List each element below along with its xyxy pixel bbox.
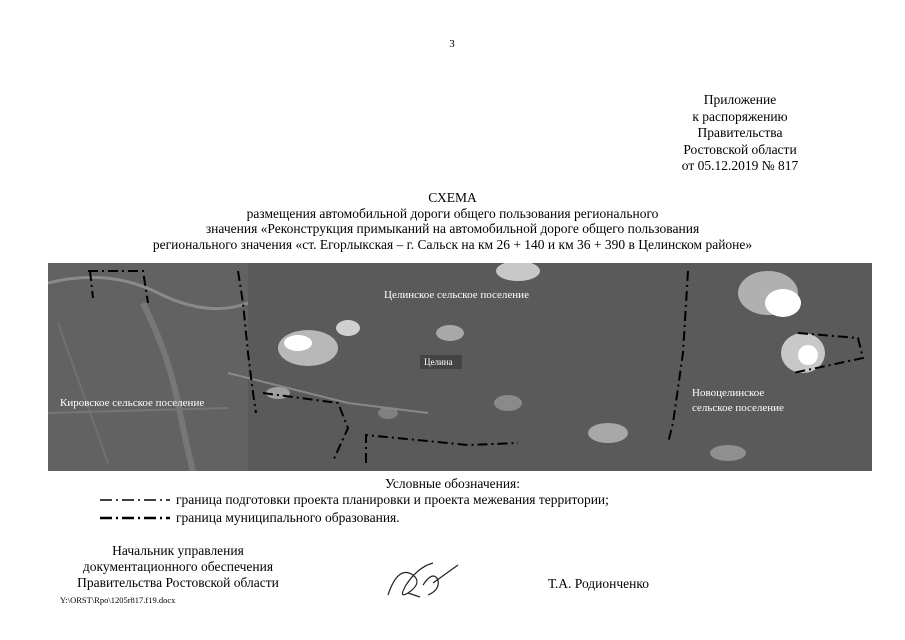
title-heading: СХЕМА: [428, 190, 477, 205]
signatory-name: Т.А. Родионченко: [548, 576, 649, 591]
title-line: размещения автомобильной дороги общего пользования регионального: [246, 205, 659, 221]
document-title: [60, 190, 845, 252]
page-number: 3: [449, 38, 455, 50]
legend-item-label: граница муниципального образования.: [176, 510, 400, 525]
appendix-line: Ростовской области: [683, 141, 797, 157]
title-line: регионального значения «ст. Егорлыкская – г. Сальск на км 26 + 140 и км 36 + 390 в Целинском районе»: [152, 236, 753, 252]
legend-title: Условные обозначения:: [384, 476, 521, 491]
position-line: Начальник управления: [112, 543, 244, 558]
legend-item-municipal-boundary: [100, 510, 800, 526]
position-line: Правительства Ростовской области: [77, 575, 279, 590]
appendix-line: к распоряжению: [692, 108, 788, 124]
dash-dot-thick-line-icon: [100, 515, 170, 521]
dash-dot-line-icon: [100, 497, 170, 503]
file-path: Y:\ORST\Rpo\1205r817.f19.docx: [60, 595, 176, 605]
appendix-line: Правительства: [697, 125, 783, 140]
position-line: документационного обеспечения: [82, 559, 274, 574]
label-tselinskoe: Целинское сельское поселение: [384, 289, 529, 301]
label-novotselinskoe-2: сельское поселение: [692, 402, 784, 414]
handwritten-signature: [378, 555, 468, 605]
signatory-position: [58, 543, 298, 591]
title-line: значения «Реконструкция примыканий на автомобильной дороге общего пользования: [205, 221, 700, 236]
appendix-line: от 05.12.2019 № 817: [681, 158, 799, 173]
label-novotselinskoe-1: Новоцелинское: [692, 387, 765, 399]
label-center-tag: Целина: [424, 357, 453, 367]
legend-item-label: граница подготовки проекта планировки и проекта межевания территории;: [176, 492, 609, 507]
appendix-block: [640, 92, 840, 175]
label-kirovskoe: Кировское сельское поселение: [60, 397, 205, 409]
satellite-map: [48, 263, 872, 471]
appendix-line: Приложение: [703, 92, 777, 107]
legend-item-planning-boundary: [100, 492, 800, 508]
